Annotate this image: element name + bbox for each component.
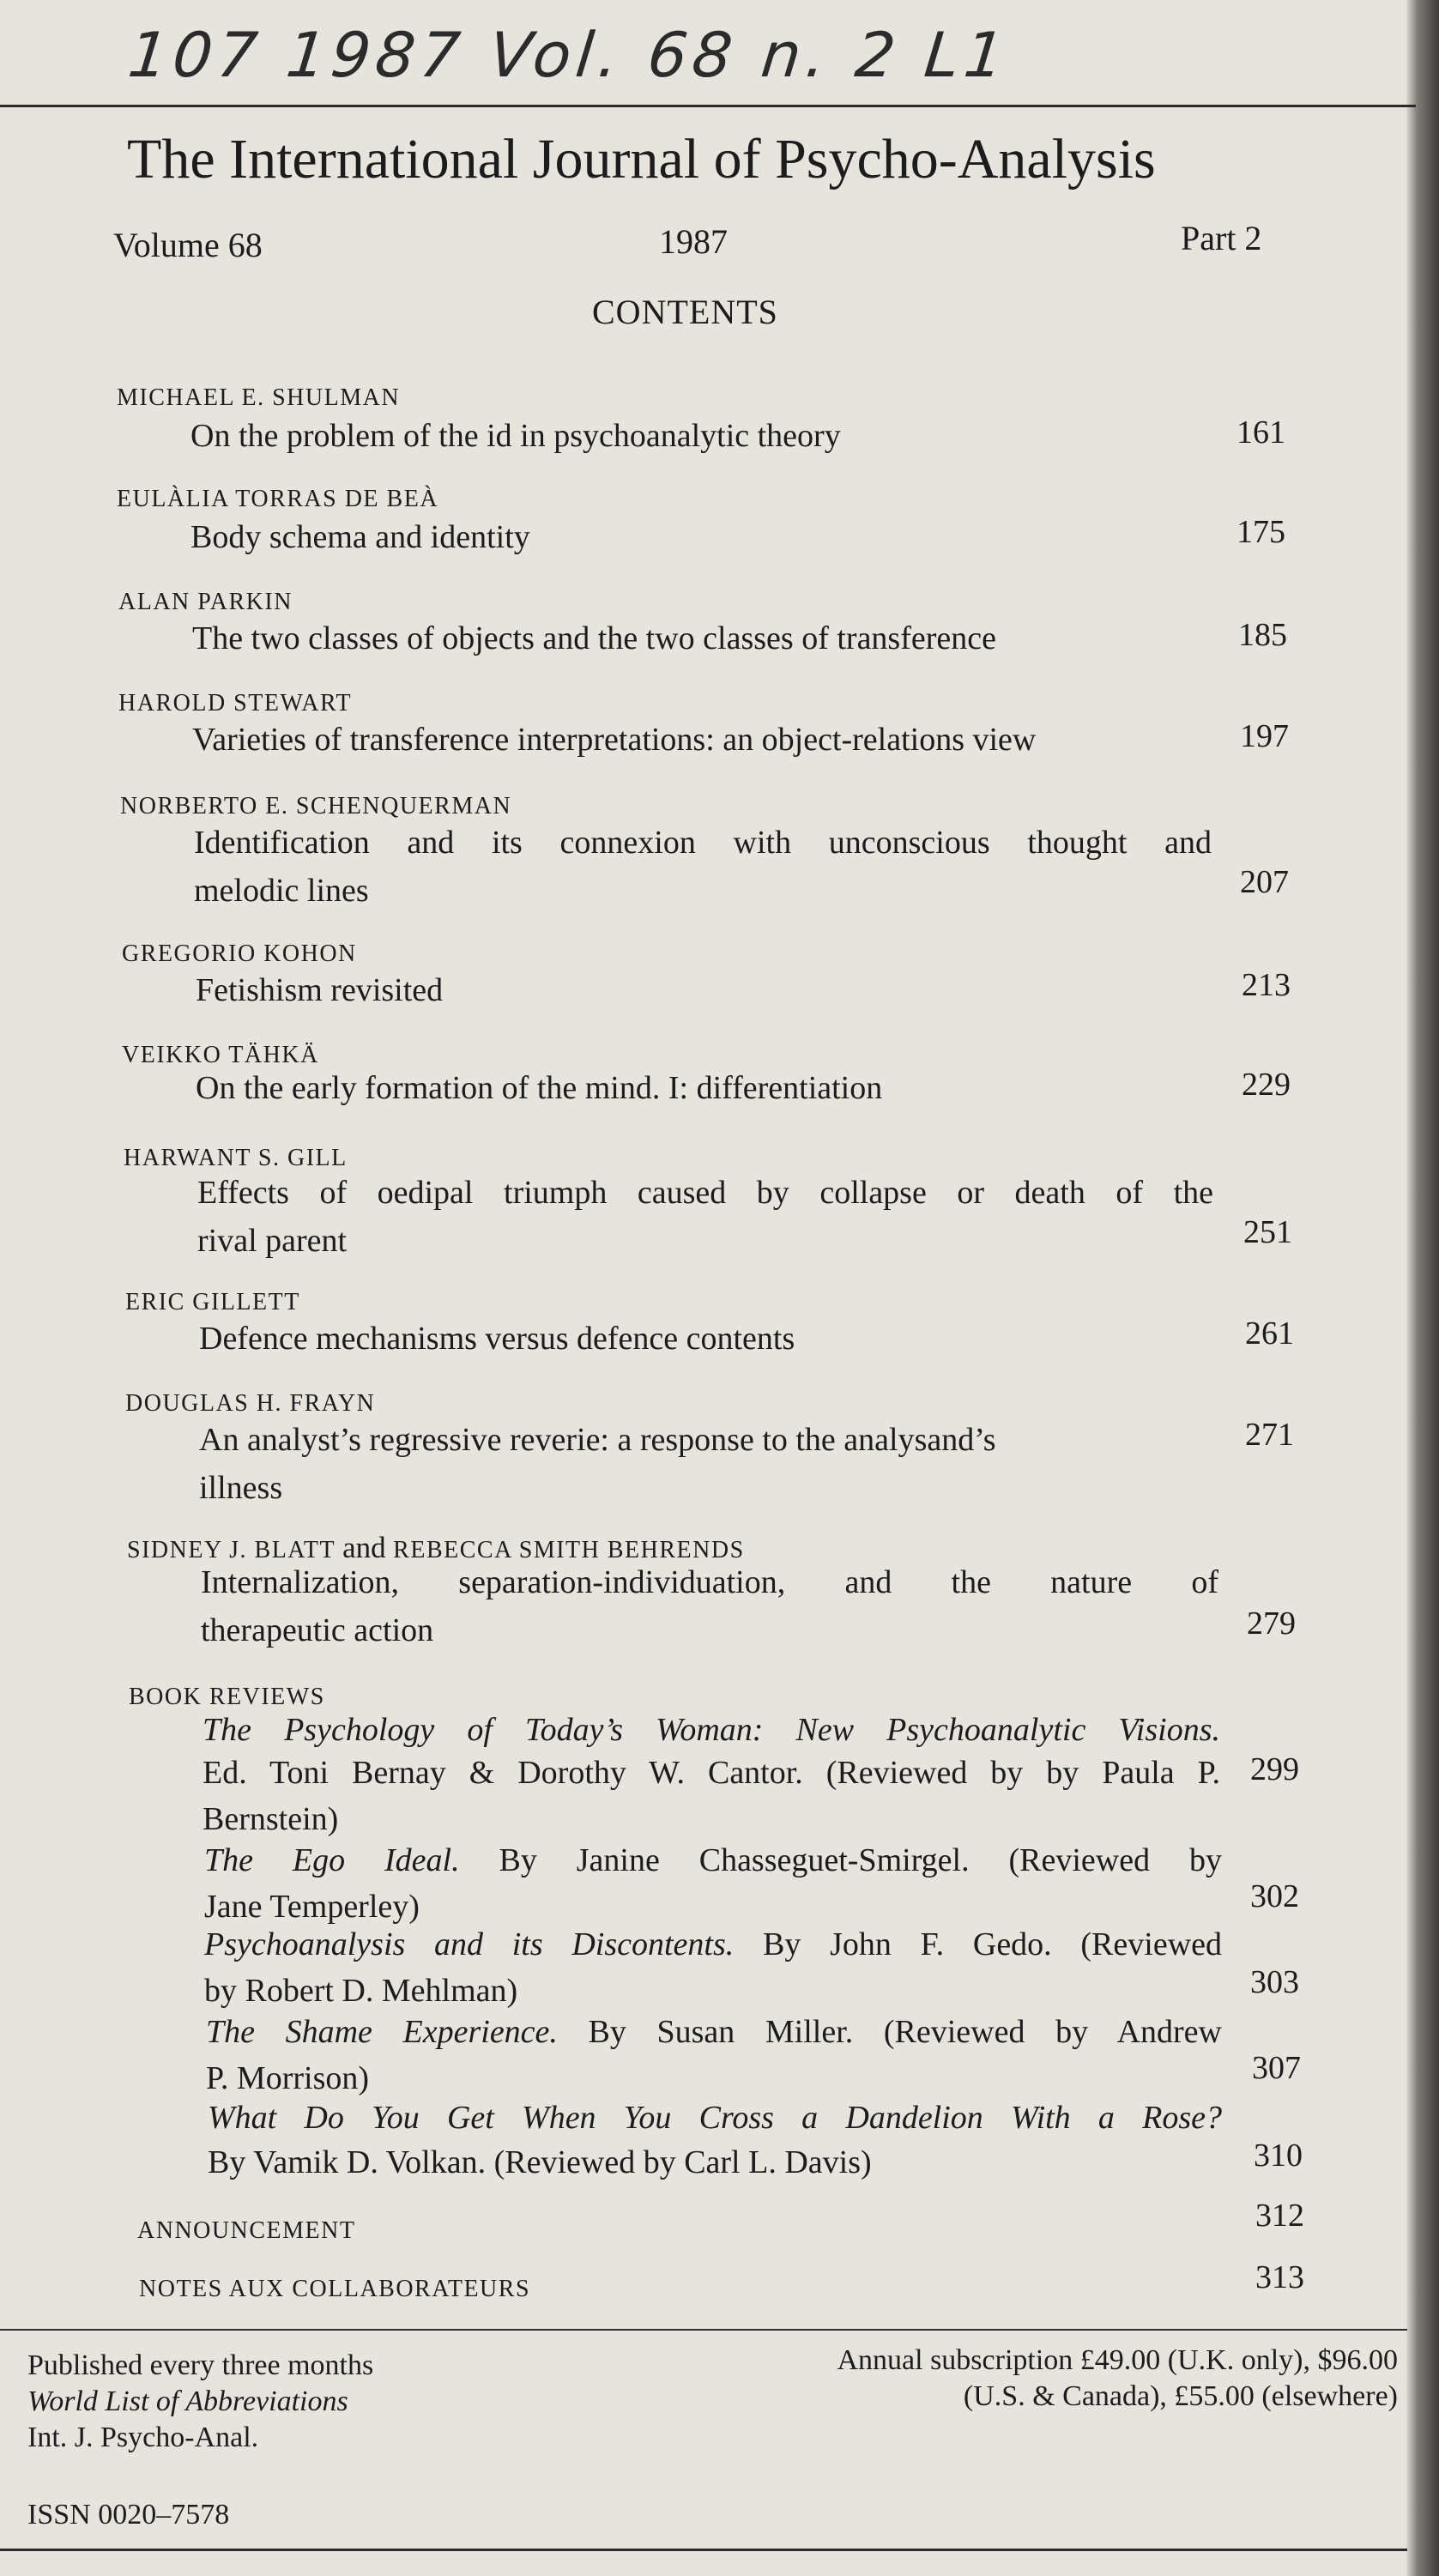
article-title: The two classes of objects and the two classes of transference xyxy=(192,620,996,656)
article-title-line1: Internalization, separation-individuation, and the nature of xyxy=(201,1564,1218,1600)
review-line: by Robert D. Mehlman) xyxy=(204,1973,518,2009)
footer-rule-top xyxy=(0,2329,1407,2331)
year-label: 1987 xyxy=(659,222,728,261)
article-author-1: SIDNEY J. BLATT xyxy=(127,1537,336,1563)
review-line1-rest: By Janine Chasseguet-Smirgel. (Reviewed by xyxy=(499,1842,1222,1878)
article-title-line2: rival parent xyxy=(197,1223,348,1259)
footer-subscription-line1: Annual subscription £49.00 (U.K. only), $96.00 xyxy=(837,2344,1398,2376)
article-page: 185 xyxy=(1238,617,1287,653)
announcement-page: 312 xyxy=(1255,2198,1304,2234)
footer-published: Published every three months xyxy=(27,2349,374,2381)
article-author: NORBERTO E. SCHENQUERMAN xyxy=(120,793,512,819)
article-title-line1: Identification and its connexion with unconscious thought and xyxy=(194,825,1212,861)
article-title: On the problem of the id in psychoanalytic theory xyxy=(190,418,841,454)
review-line: Bernstein) xyxy=(203,1801,339,1837)
journal-title: The International Journal of Psycho-Analysis xyxy=(127,128,1156,190)
footer-world-list: World List of Abbreviations xyxy=(27,2386,348,2417)
article-author: DOUGLAS H. FRAYN xyxy=(125,1390,376,1417)
article-author: MICHAEL E. SHULMAN xyxy=(117,384,401,411)
review-book-title: The Ego Ideal. xyxy=(204,1842,460,1878)
article-title-line2: melodic lines xyxy=(194,873,369,909)
review-line: Jane Temperley) xyxy=(204,1889,420,1925)
article-page: 175 xyxy=(1236,514,1285,550)
notes-label: NOTES AUX COLLABORATEURS xyxy=(139,2276,531,2302)
article-title-line1: An analyst’s regressive reverie: a response to the analysand’s xyxy=(199,1422,996,1458)
article-author-join: and xyxy=(342,1531,386,1564)
review-book-title: Psychoanalysis and its Discontents. xyxy=(204,1926,735,1962)
article-page: 207 xyxy=(1240,864,1289,900)
article-title: Fetishism revisited xyxy=(196,972,444,1008)
footer-rule-bottom xyxy=(0,2549,1407,2551)
article-authors xyxy=(127,1531,745,1565)
volume-label: Volume 68 xyxy=(113,226,263,264)
article-title-line2: illness xyxy=(199,1470,283,1506)
review-book-title: The Psychology of Today’s Woman: New Psychoanalytic Visions. xyxy=(203,1712,1220,1748)
review-book-title: The Shame Experience. xyxy=(206,2014,558,2050)
article-page: 213 xyxy=(1242,967,1291,1003)
article-author: ALAN PARKIN xyxy=(118,589,293,615)
footer-subscription-line2: (U.S. & Canada), £55.00 (elsewhere) xyxy=(963,2380,1398,2412)
article-page: 279 xyxy=(1247,1605,1296,1642)
review-page: 303 xyxy=(1250,1964,1299,2000)
article-page: 161 xyxy=(1236,414,1285,450)
book-reviews-heading: BOOK REVIEWS xyxy=(129,1684,325,1710)
article-page: 251 xyxy=(1243,1214,1292,1250)
article-title-line1: Effects of oedipal triumph caused by collapse or death of the xyxy=(197,1175,1213,1211)
article-title: Varieties of transference interpretations: an object-relations view xyxy=(192,722,1037,758)
review-line: Ed. Toni Bernay & Dorothy W. Cantor. (Reviewed by by Paula P. xyxy=(203,1755,1220,1791)
article-author: HAROLD STEWART xyxy=(118,690,353,717)
review-page: 307 xyxy=(1252,2050,1301,2086)
review-line1 xyxy=(204,1926,1222,1963)
article-page: 229 xyxy=(1242,1067,1291,1103)
announcement-label: ANNOUNCEMENT xyxy=(137,2217,356,2244)
article-author-2: REBECCA SMITH BEHRENDS xyxy=(393,1537,745,1563)
review-line: By Vamik D. Volkan. (Reviewed by Carl L. Davis) xyxy=(208,2144,872,2180)
review-line1-rest: By Susan Miller. (Reviewed by Andrew xyxy=(588,2014,1222,2050)
article-author: GREGORIO KOHON xyxy=(122,940,357,967)
header-rule xyxy=(0,105,1416,107)
article-author: EULÀLIA TORRAS DE BEÀ xyxy=(117,486,439,512)
review-book-title: What Do You Get When You Cross a Dandelion With a Rose? xyxy=(208,2100,1222,2136)
article-author: HARWANT S. GILL xyxy=(124,1145,348,1171)
review-page: 299 xyxy=(1250,1751,1299,1787)
review-line1 xyxy=(204,1841,1222,1879)
handwritten-note: 107 1987 Vol. 68 n. 2 L1 xyxy=(124,19,1013,91)
notes-page: 313 xyxy=(1255,2259,1304,2295)
article-title-line2: therapeutic action xyxy=(201,1612,434,1648)
article-page: 271 xyxy=(1245,1417,1294,1453)
article-author: VEIKKO TÄHKÄ xyxy=(122,1042,319,1068)
review-line1-rest: By John F. Gedo. (Reviewed xyxy=(763,1926,1222,1962)
review-page: 302 xyxy=(1250,1878,1299,1914)
page-edge-shadow xyxy=(1406,0,1439,2576)
contents-heading: CONTENTS xyxy=(592,293,778,331)
article-title: Defence mechanisms versus defence contents xyxy=(199,1321,795,1357)
review-page: 310 xyxy=(1254,2138,1303,2174)
article-author: ERIC GILLETT xyxy=(125,1289,300,1315)
article-page: 197 xyxy=(1240,718,1289,754)
article-title: On the early formation of the mind. I: differentiation xyxy=(196,1070,883,1106)
review-line1 xyxy=(206,2013,1222,2051)
article-title: Body schema and identity xyxy=(190,519,530,555)
footer-abbreviation: Int. J. Psycho-Anal. xyxy=(27,2422,259,2453)
part-label: Part 2 xyxy=(1181,219,1262,257)
article-page: 261 xyxy=(1245,1315,1294,1351)
footer-issn: ISSN 0020–7578 xyxy=(27,2499,230,2531)
review-line: P. Morrison) xyxy=(206,2060,370,2096)
